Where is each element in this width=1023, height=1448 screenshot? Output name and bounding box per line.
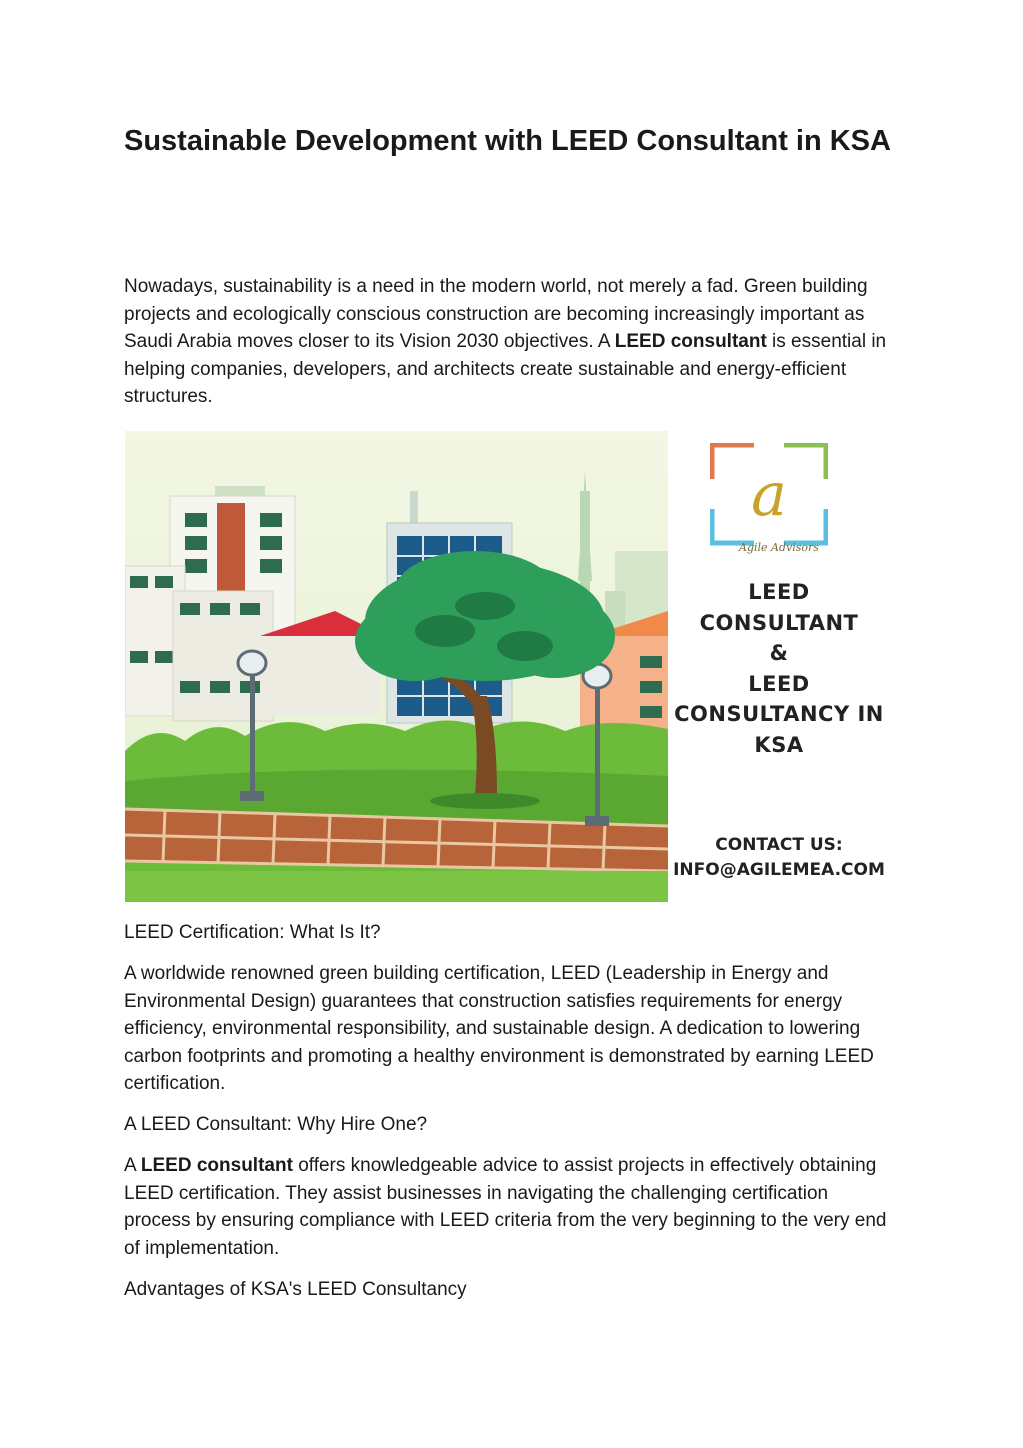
paragraph-bold-term: LEED consultant (140, 1155, 293, 1176)
page-title: Sustainable Development with LEED Consultant in KSA (124, 125, 891, 157)
paragraph-text-start: A (124, 1155, 141, 1176)
promo-title-line: KSA (754, 732, 804, 757)
logo-caption: Agile Advisors (739, 541, 819, 554)
intro-bold-term: LEED consultant (614, 331, 767, 352)
contact-label: CONTACT US: (715, 835, 843, 855)
promo-title-line: CONSULTANT (699, 610, 859, 635)
promo-image (125, 431, 890, 902)
intro-paragraph (124, 273, 899, 411)
section-heading: Advantages of KSA's LEED Consultancy (124, 1279, 467, 1300)
promo-contact (668, 833, 890, 883)
promo-title (668, 577, 890, 760)
promo-panel (668, 431, 890, 902)
promo-title-line: CONSULTANCY IN (674, 702, 884, 726)
section-paragraph (124, 1152, 899, 1262)
promo-title-line: LEED (748, 580, 810, 604)
section-heading: LEED Certification: What Is It? (124, 922, 381, 943)
park-illustration (125, 431, 668, 902)
section-heading: A LEED Consultant: Why Hire One? (124, 1114, 428, 1135)
section-paragraph: A worldwide renowned green building certification, LEED (Leadership in Energy and Environmental Design) guarantees that construction satisfies requirements for energy efficiency, environmental responsibility, and sustainable design. A dedication to lowering carbon footprints and promoting a healthy environment is demonstrated by earning LEED certification. (124, 963, 874, 1094)
agile-advisors-logo (710, 443, 828, 555)
promo-title-line: LEED (748, 671, 810, 696)
park-scene-graphic (125, 431, 668, 902)
paragraph-text-end: offers knowledgeable advice to assist projects in effectively obtaining LEED certification. They assist businesses in navigating the challenging certification process by ensuring compliance with LEED criteria from the very beginning to the very end of implementation. (124, 1155, 887, 1259)
intro-text-end: is essential in helping companies, developers, and architects create sustainable and energy-efficient structures. (124, 331, 887, 407)
promo-title-line: & (769, 641, 789, 665)
contact-email: INFO@AGILEMEA.COM (673, 860, 885, 880)
intro-text-start: Nowadays, sustainability is a need in the modern world, not merely a fad. Green building projects and ecologically conscious construction are becoming increasingly important as Saudi Arabia moves closer to its Vision 2030 objectives. A (124, 276, 868, 352)
logo-frame-graphic (710, 443, 828, 555)
logo-letter: a (751, 460, 787, 530)
